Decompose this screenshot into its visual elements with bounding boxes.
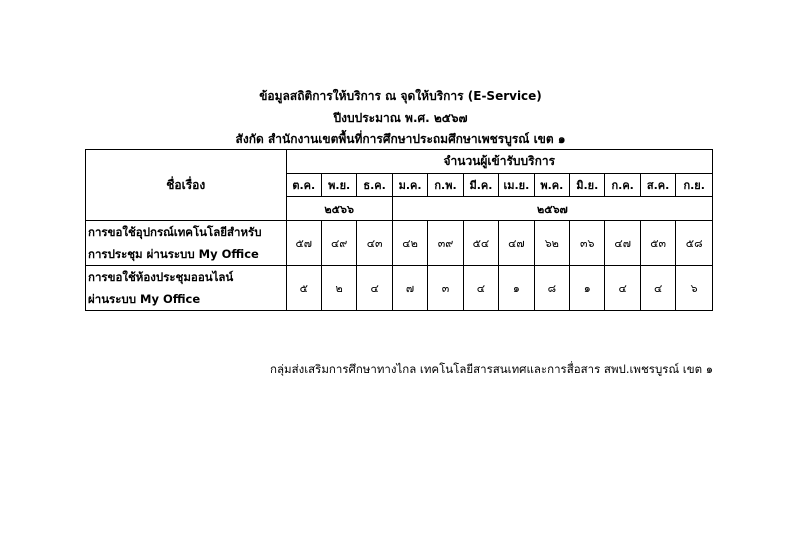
table-cell: ๕๓ [640, 221, 675, 266]
year-header-2567: ๒๕๖๗ [392, 197, 712, 221]
row-label [86, 266, 287, 311]
table-cell: ๑ [499, 266, 534, 311]
footer-department: กลุ่มส่งเสริมการศึกษาทางไกล เทคโนโลยีสารสนเทศและการสื่อสาร สพป.เพชรบูรณ์ เขต ๑ [269, 362, 713, 376]
table-cell: ๑ [570, 266, 605, 311]
agency-line: สังกัด สำนักงานเขตพื้นที่การศึกษาประถมศึกษาเพชรบูรณ์ เขต ๑ [235, 132, 566, 146]
row-label-line: การขอใช้ห้องประชุมออนไลน์ [88, 270, 234, 284]
row-label [86, 221, 287, 266]
table-cell: ๔ [357, 266, 392, 311]
table-cell: ๔ [640, 266, 675, 311]
statistics-table [85, 149, 713, 311]
table-cell: ๗ [392, 266, 427, 311]
month-header: ส.ค. [640, 174, 675, 197]
row-label-line: ผ่านระบบ My Office [88, 292, 201, 306]
table-cell: ๔๒ [392, 221, 427, 266]
table-cell: ๘ [534, 266, 569, 311]
month-header: ก.ค. [605, 174, 640, 197]
table-cell: ๖๒ [534, 221, 569, 266]
table-cell: ๔๓ [357, 221, 392, 266]
table-cell: ๖ [676, 266, 713, 311]
table-cell: ๕๘ [676, 221, 713, 266]
row-label-line: การประชุม ผ่านระบบ My Office [88, 247, 259, 261]
table-cell: ๕ [286, 266, 321, 311]
month-header: ก.ย. [676, 174, 713, 197]
table-cell: ๔๗ [605, 221, 640, 266]
table-cell: ๕๗ [286, 221, 321, 266]
row-label-line: การขอใช้อุปกรณ์เทคโนโลยีสำหรับ [88, 225, 262, 239]
table-cell: ๓ [428, 266, 463, 311]
table-cell: ๔๙ [321, 221, 356, 266]
month-header: มี.ค. [463, 174, 498, 197]
document-title: ข้อมูลสถิติการให้บริการ ณ จุดให้บริการ (E-Service) [259, 89, 542, 103]
table-cell: ๓๙ [428, 221, 463, 266]
year-header-2566: ๒๕๖๖ [286, 197, 392, 221]
month-header: ก.พ. [428, 174, 463, 197]
fiscal-year-line: ปีงบประมาณ พ.ศ. ๒๕๖๗ [333, 111, 468, 125]
month-header: ม.ค. [392, 174, 427, 197]
table-row [86, 221, 713, 266]
month-header: มิ.ย. [570, 174, 605, 197]
table-cell: ๔ [605, 266, 640, 311]
table-cell: ๒ [321, 266, 356, 311]
participants-header: จำนวนผู้เข้ารับบริการ [286, 150, 712, 174]
table-cell: ๓๖ [570, 221, 605, 266]
month-header: ธ.ค. [357, 174, 392, 197]
month-header: พ.ย. [321, 174, 356, 197]
table-cell: ๔ [463, 266, 498, 311]
table-cell: ๔๗ [499, 221, 534, 266]
table-cell: ๕๔ [463, 221, 498, 266]
month-header: พ.ค. [534, 174, 569, 197]
subject-header: ชื่อเรื่อง [86, 150, 287, 221]
month-header: เม.ย. [499, 174, 534, 197]
table-row [86, 266, 713, 311]
month-header: ต.ค. [286, 174, 321, 197]
